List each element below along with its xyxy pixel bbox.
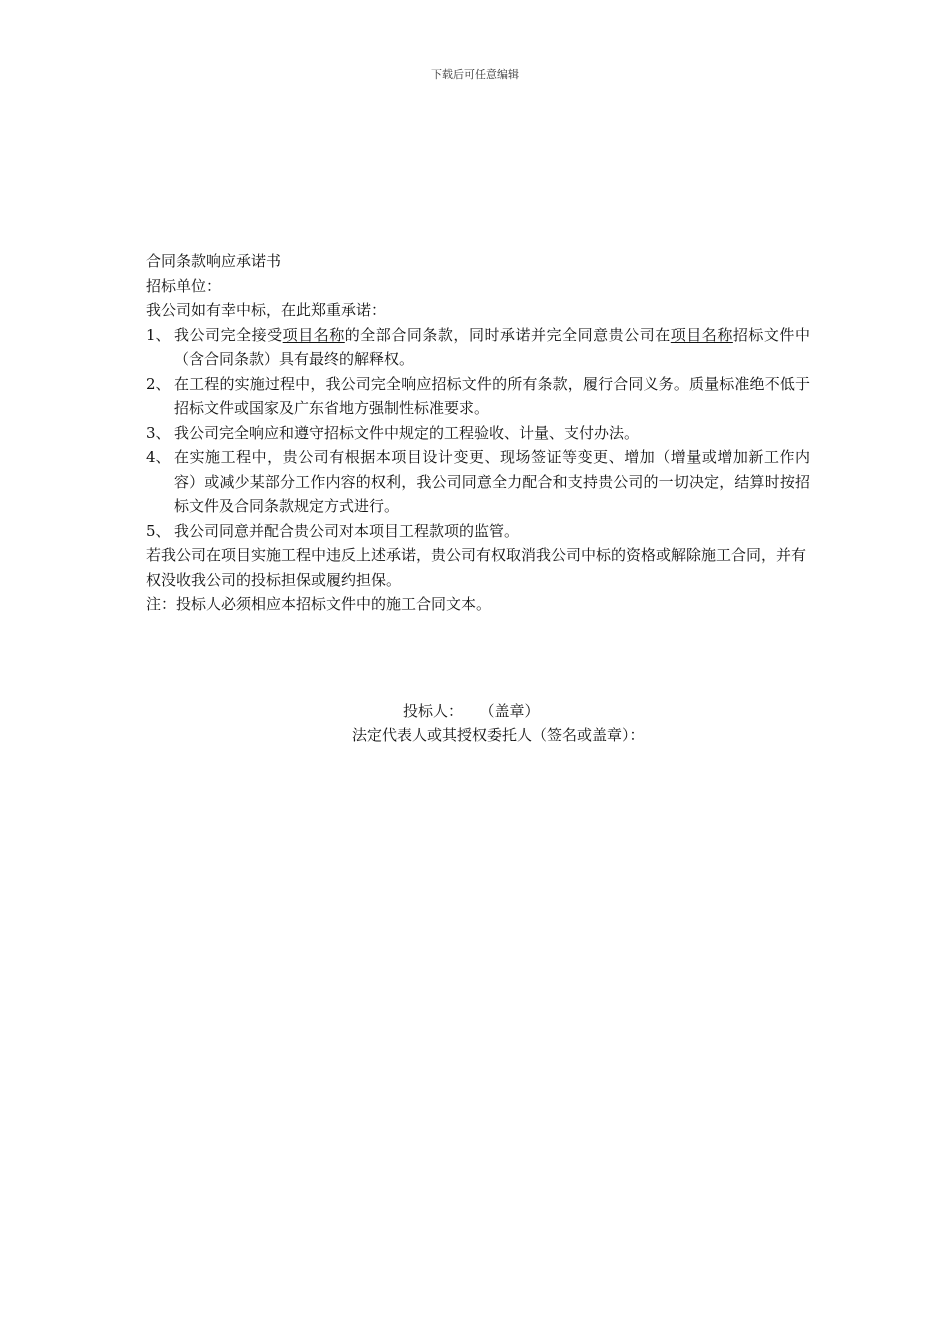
item-text-part: 的全部合同条款，同时承诺并完全同意贵公司在 [344, 325, 671, 344]
list-item [146, 519, 810, 544]
document-title: 合同条款响应承诺书 [146, 252, 282, 270]
recipient-line: 招标单位： [146, 276, 222, 295]
intro-line: 我公司如有幸中标，在此郑重承诺： [146, 301, 387, 319]
list-number: 5、 [146, 521, 171, 540]
page-header-note: 下载后可任意编辑 [431, 68, 519, 81]
list-text: 在工程的实施过程中，我公司完全响应招标文件的所有条款，履行合同义务。质量标准绝不低于招标文件或国家及广东省地方强制性标准要求。 [174, 374, 810, 417]
list-number: 3、 [146, 423, 171, 442]
seal-label: （盖章） [487, 702, 540, 720]
list-number: 4、 [146, 448, 171, 466]
bidder-label: 投标人： [403, 702, 464, 720]
representative-label: 法定代表人或其授权委托人（签名或盖章）： [352, 726, 645, 744]
list-item [146, 372, 810, 421]
item-text-part: 招标文件中（含合同条款）具有最终的解释权。 [174, 325, 810, 368]
project-name-placeholder: 项目名称 [670, 325, 733, 344]
list-text: 我公司完全响应和遵守招标文件中规定的工程验收、计量、支付办法。 [174, 423, 640, 442]
list-item [146, 421, 810, 446]
list-text [174, 323, 810, 372]
item-text-part: 我公司完全接受 [174, 325, 283, 344]
list-item [146, 445, 810, 519]
list-text: 我公司同意并配合贵公司对本项目工程款项的监管。 [174, 521, 520, 540]
list-text: 在实施工程中，贵公司有根据本项目设计变更、现场签证等变更、增加（增量或增加新工作内容）或减少某部分工作内容的权利，我公司同意全力配合和支持贵公司的一切决定，结算时按招标文件及合同条款规定方式进行。 [174, 448, 810, 515]
list-number: 2、 [146, 374, 171, 393]
breach-clause: 若我公司在项目实施工程中违反上述承诺，贵公司有权取消我公司中标的资格或解除施工合同，并有权没收我公司的投标担保或履约担保。 [146, 546, 807, 589]
note-line: 注：投标人必须相应本招标文件中的施工合同文本。 [146, 595, 492, 613]
project-name-placeholder: 项目名称 [282, 325, 345, 344]
bidder-line [403, 698, 540, 724]
list-number: 1、 [146, 325, 171, 344]
list-item [146, 323, 810, 372]
document-body [146, 249, 810, 617]
